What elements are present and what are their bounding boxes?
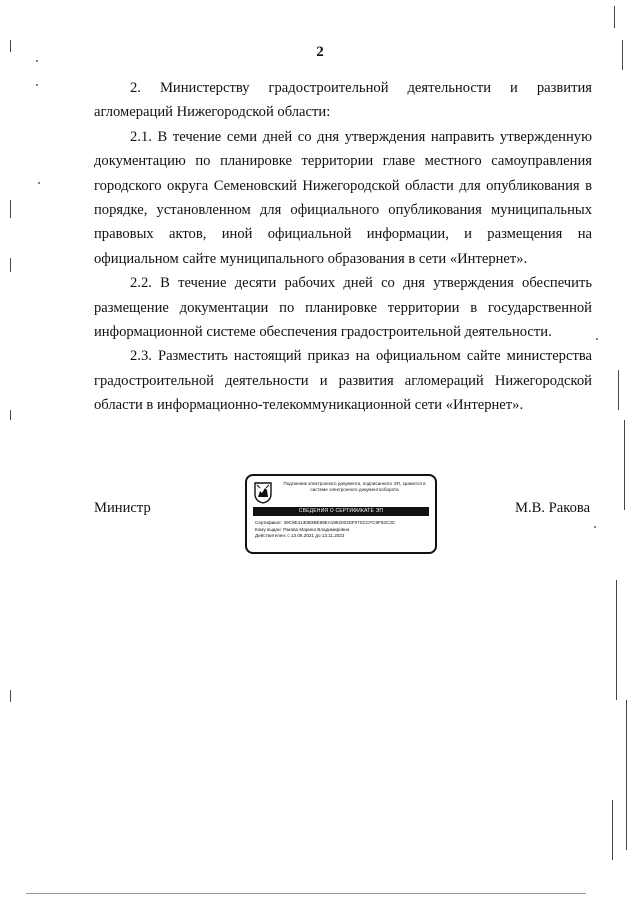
scan-bottom-edge (26, 893, 586, 894)
scan-mark-right-6 (626, 700, 627, 850)
scan-mark-left-3 (10, 258, 11, 272)
document-body (94, 76, 592, 418)
stamp-notice-text: Подлинник электронного документа, подписанного ЭП, хранится в системе электронного документооборота (283, 481, 426, 492)
scan-mark-left-2 (10, 200, 11, 218)
stamp-certificate-details (255, 520, 433, 540)
electronic-signature-stamp (245, 474, 437, 554)
scan-speck-1 (36, 60, 38, 62)
signatory-title: Министр (94, 500, 151, 516)
scan-mark-right-5 (616, 580, 617, 700)
scan-speck-3 (38, 182, 40, 184)
scan-speck-4 (596, 338, 598, 340)
signatory-name: М.В. Ракова (515, 500, 591, 516)
paragraph-item-2: 2. Министерству градостроительной деятельности и развития агломераций Нижегородской области: (94, 80, 592, 121)
stamp-validity: Действителен: с 13.08.2021 до 13.11.2022 (255, 533, 345, 539)
scan-speck-2 (36, 84, 38, 86)
scan-mark-left-1 (10, 40, 11, 52)
scan-mark-right-1 (614, 6, 615, 28)
stamp-certificate-header: СВЕДЕНИЯ О СЕРТИФИКАТЕ ЭП (253, 507, 429, 516)
scan-mark-left-5 (10, 690, 11, 702)
stamp-certificate-number: Сертификат: 39C8E4130B3BE59EA1852003SF07SCCFC9F92C3C (255, 520, 396, 525)
scan-mark-right-7 (612, 800, 613, 860)
stamp-issued-to: Кому выдан: Ракова Марина Владимировна (255, 526, 350, 532)
scan-mark-left-4 (10, 410, 11, 420)
paragraph-item-2-1: 2.1. В течение семи дней со дня утверждения направить утвержденную документацию по планировке территории главе местного самоуправления городского округа Семеновский Нижегородской области для опубликования в порядке, установленном для официального опубликования муниципальных правовых актов, иной официальной информации, и размещения на официальном сайте муниципального образования в сети «Интернет». (94, 128, 592, 267)
scan-speck-5 (594, 526, 596, 528)
page-number: 2 (316, 44, 324, 60)
scan-mark-right-4 (624, 420, 625, 510)
scan-mark-right-2 (622, 40, 623, 70)
paragraph-item-2-2: 2.2. В течение десяти рабочих дней со дня утверждения обеспечить размещение документации по планировке территории в государственной информационной системе обеспечения градостроительной деятельности. (94, 275, 592, 341)
scan-mark-right-3 (618, 370, 619, 410)
paragraph-item-2-3: 2.3. Разместить настоящий приказ на официальном сайте министерства градостроительной деятельности и развития агломераций Нижегородской области в информационно-телекоммуникационной сети «Интернет». (94, 348, 592, 414)
coat-of-arms-icon (254, 482, 272, 504)
